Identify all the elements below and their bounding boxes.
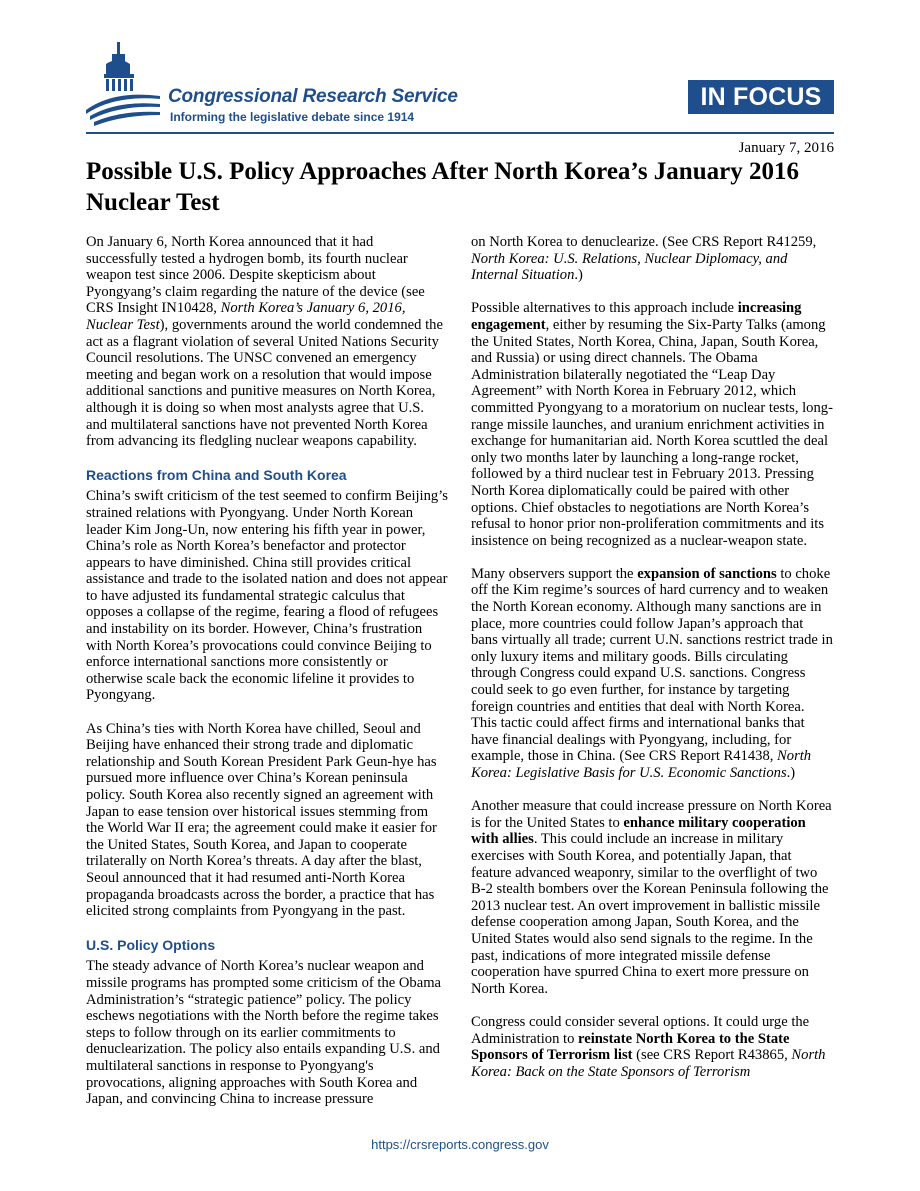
report-citation: North Korea: Legislative Basis for U.S. Economic Sanctions bbox=[471, 748, 812, 781]
key-term: enhance military cooperation with allies bbox=[471, 814, 806, 848]
page-title: Possible U.S. Policy Approaches After North Korea’s January 2016 Nuclear Test bbox=[86, 158, 799, 216]
key-term: increasing engagement bbox=[471, 300, 802, 333]
crs-logo bbox=[84, 40, 504, 132]
org-tagline: Informing the legislative debate since 1914 bbox=[170, 110, 415, 124]
capitol-dome-icon bbox=[84, 40, 166, 132]
report-citation: North Korea: Back on the State Sponsors of Terrorism bbox=[471, 1047, 826, 1080]
report-citation: North Korea: U.S. Relations, Nuclear Diplomacy, and Internal Situation bbox=[471, 250, 788, 284]
china-paragraph: China’s swift criticism of the test seemed to confirm Beijing’s strained relations with Pyongyang. Under North Korean leader Kim Jong-Un, now entering his fifth year in power, China’s role as North Korea’s benefactor and protector appears to have diminished. China still provides critical assistance and trade to the isolated nation and does not appear to have adjusted its fundamental strategic calculus that opposes a collapse of the regime, fearing a flood of refugees and instability on its border. However, China’s frustration with North Korea’s provocations could convince Beijing to enforce international sanctions more consistently or otherwise scale back the economic lifeline it provides to Pyongyang. bbox=[86, 488, 448, 704]
right-column bbox=[471, 234, 833, 1097]
section-heading-us-policy: U.S. Policy Options bbox=[86, 937, 216, 954]
footer-url-link[interactable]: https://crsreports.congress.gov bbox=[371, 1137, 549, 1152]
report-citation: North Korea’s January 6, 2016, Nuclear Test bbox=[86, 300, 406, 333]
engagement-paragraph: Possible alternatives to this approach include increasing engagement, either by resuming the Six-Party Talks (among the United States, North Korea, China, Japan, South Korea, and Russia) or using direct channels. The Obama Administration bilaterally negotiated the “Leap Day Agreement” with North Korea in February 2012, which committed Pyongyang to a moratorium on nuclear tests, long-range missile launches, and uranium enrichment activities in exchange for humanitarian aid. North Korea scuttled the deal only two months later by launching a long-range rocket, followed by a third nuclear test in February 2013. Pressing North Korea diplomatically could be paired with other options. Chief obstacles to negotiations are North Korea’s refusal to honor prior non-proliferation commitments and its insistence on being recognized as a nuclear-weapon state. bbox=[471, 300, 833, 549]
key-term: expansion of sanctions bbox=[637, 565, 777, 582]
key-term: reinstate North Korea to the State Sponsors of Terrorism list bbox=[471, 1030, 790, 1064]
military-paragraph: Another measure that could increase pressure on North Korea is for the United States to enhance military cooperation with allies. This could include an increase in military exercises with South Korea, and potentially Japan, that feature advanced weaponry, similar to the overflight of two B-2 stealth bombers over the Korean Peninsula following the 2013 nuclear test. An overt improvement in ballistic missile defense cooperation among Japan, South Korea, and the United States would also send signals to the regime. In the past, indications of more integrated missile defense cooperation have spurred China to exert more pressure on North Korea. bbox=[471, 798, 832, 997]
sanctions-paragraph: Many observers support the expansion of sanctions to choke off the Kim regime’s sources of hard currency and to weaken the North Korean economy. Although many sanctions are in place, more countries could follow Japan’s approach that bans virtually all trade; current U.N. sanctions restrict trade in only luxury items and military goods. Bills circulating through Congress could expand U.S. sanctions. Congress could seek to go even further, for instance by targeting foreign countries and entities that deal with North Korea. This tactic could affect firms and international banks that have financial dealings with Pyongyang, including, for example, those in China. (See CRS Report R41438, North Korea: Legislative Basis for U.S. Economic Sanctions.) bbox=[471, 565, 833, 781]
denuclearize-paragraph: on North Korea to denuclearize. (See CRS Report R41259, North Korea: U.S. Relations, Nuclear Diplomacy, and Internal Situation.) bbox=[471, 234, 817, 284]
policy-paragraph: The steady advance of North Korea’s nuclear weapon and missile programs has prompted some criticism of the Obama Administration’s “strategic patience” policy. The policy eschews negotiations with the North before the regime takes steps to follow through on its earlier commitments to denuclearization. The policy also entails expanding U.S. and multilateral sanctions in response to Pyongyang's provocations, aligning approaches with South Korea and Japan, and convincing China to increase pressure bbox=[86, 958, 442, 1108]
header-divider bbox=[86, 132, 834, 134]
org-name: Congressional Research Service bbox=[168, 86, 458, 107]
publication-date: January 7, 2016 bbox=[738, 140, 834, 156]
in-focus-badge: IN FOCUS bbox=[688, 80, 834, 114]
section-heading-china-south-korea: Reactions from China and South Korea bbox=[86, 467, 347, 484]
intro-paragraph: On January 6, North Korea announced that it had successfully tested a hydrogen bomb, its fourth nuclear weapon test since 2006. Despite skepticism about Pyongyang’s claim regarding the nature of the device (see CRS Insight IN10428, North Korea’s January 6, 2016, Nuclear Test), governments around the world condemned the act as a flagrant violation of several United Nations Security Council resolutions. The UNSC convened an emergency meeting and began work on a resolution that would impose additional sanctions and punitive measures on North Korea, although it is doing so when most analysts agree that U.S. and multilateral sanctions have not prevented North Korea from advancing its fledgling nuclear weapons capability. bbox=[86, 234, 443, 450]
congress-paragraph: Congress could consider several options. It could urge the Administration to reinstate North Korea to the State Sponsors of Terrorism list (see CRS Report R43865, North Korea: Back on the State Sponsors of Terrorism bbox=[471, 1013, 826, 1080]
left-column bbox=[86, 234, 448, 1124]
south-korea-paragraph: As China’s ties with North Korea have chilled, Seoul and Beijing have enhanced their strong trade and diplomatic relationship and South Korean President Park Geun-hye has pursued more influence over China’s Korean peninsula policy. South Korea also recently signed an agreement with Japan to ease tension over historical issues stemming from the World War II era; the agreement could make it easier for the United States, South Korea, and Japan to cooperate trilaterally on North Korea’s threats. A day after the blast, Seoul announced that it had resumed anti-North Korea propaganda broadcasts across the border, a practice that has elicited strong complaints from Pyongyang in the past. bbox=[86, 720, 437, 920]
